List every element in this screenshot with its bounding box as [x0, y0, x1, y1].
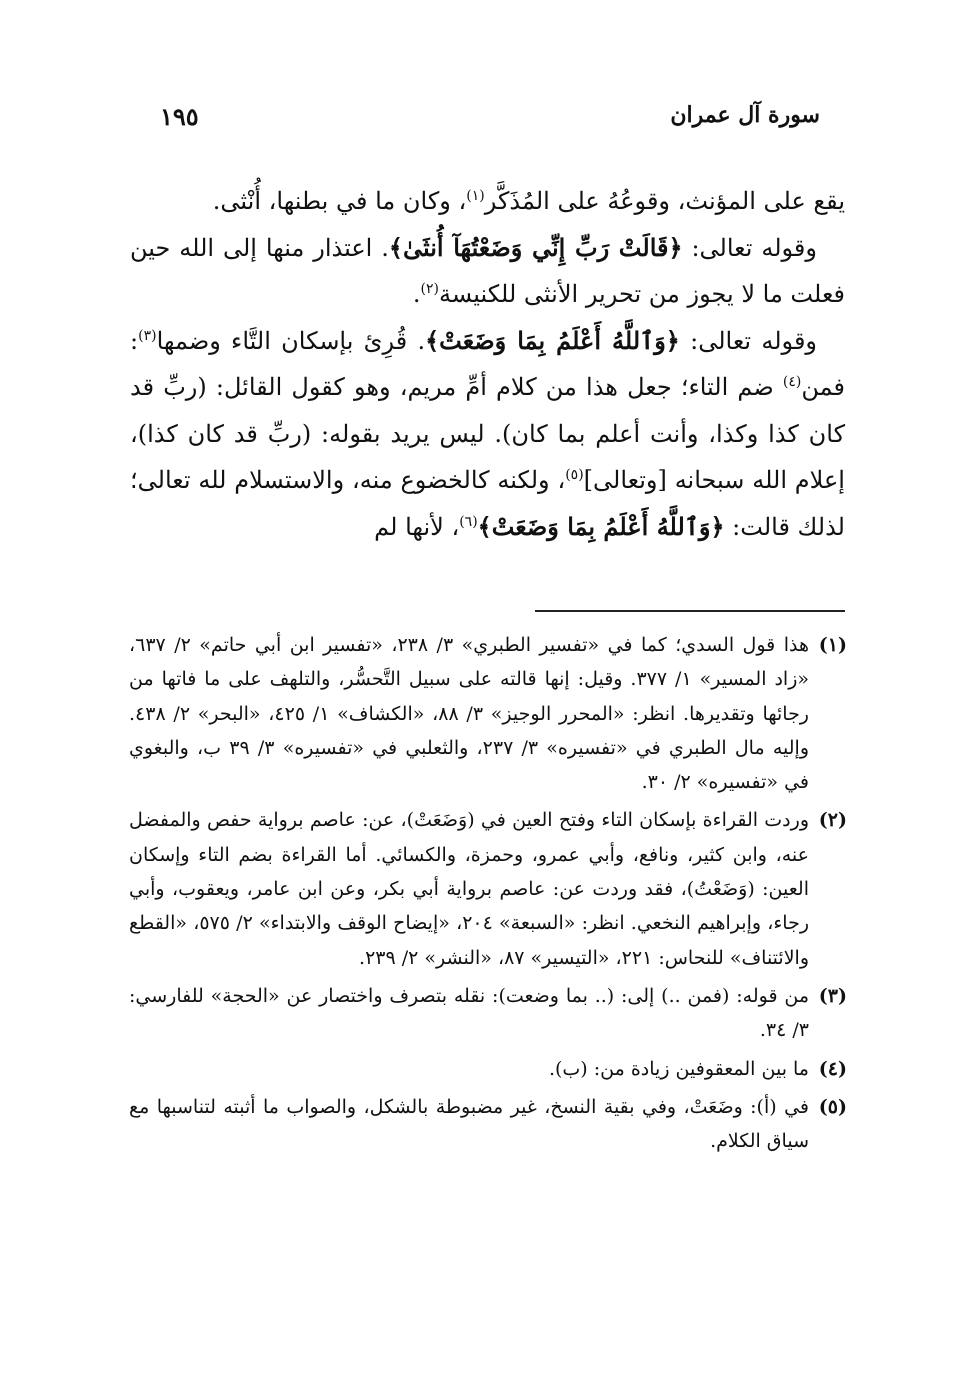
footnote-2 — [129, 803, 847, 974]
footnote-number: (٤) — [818, 1057, 847, 1080]
paragraph-2 — [130, 225, 845, 318]
main-text — [130, 178, 845, 550]
text-run: يقع على المؤنث، وقوعُهُ على المُذَكَّر — [484, 187, 845, 215]
text-run: . قُرِئ بإسكان التَّاء وضمها — [156, 326, 426, 355]
paragraph-1 — [130, 178, 845, 225]
footnote-number: (٢) — [818, 809, 847, 832]
page-header — [160, 102, 820, 142]
text-run: وقوله تعالى: — [679, 326, 818, 355]
quran-verse: ﴿وَٱللَّهُ أَعْلَمُ بِمَا وَضَعَتْ﴾ — [425, 325, 680, 355]
text-run: ، ولكنه كالخضوع منه، والاستسلام لله تعالى؛ لذلك قالت: — [130, 466, 845, 541]
footnote-text: هذا قول السدي؛ كما في «تفسير الطبري» ٣/ ٢٣٨، «تفسير ابن أبي حاتم» ٢/ ٦٣٧، «زاد المسير» ١/ ٣٧٧. وقيل: إنها قالته على سبيل التَّحسُّر، والتلهف على ما فاتها من رجائها وتقديرها. انظر: «المحرر الوجيز» ٣/ ٨٨، «الكشاف» ١/ ٤٢٥، «البحر» ٢/ ٤٣٨. وإليه مال الطبري في «تفسيره» ٣/ ٢٣٧، والثعلبي في «تفسيره» ٣/ ٣٩ ب، والبغوي في «تفسيره» ٢/ ٣٠. — [129, 634, 809, 794]
footnote-ref-2: (٢) — [420, 281, 439, 297]
text-run: ضم التاء؛ جعل هذا من كلام أمِّ مريم، وهو كقول القائل: (ربِّ قد كان كذا وكذا، وأنت أعلم بما كان). ليس يريد بقوله: (ربِّ قد كان كذا)، إعلام الله سبحانه [وتعالى] — [130, 373, 845, 494]
footnote-3 — [129, 979, 847, 1048]
footnote-text: في (أ): وضَعَتْ، وفي بقية النسخ، غير مضبوطة بالشكل، والصواب ما أثبته لتناسبها مع سياق الكلام. — [129, 1095, 809, 1153]
text-run: . — [412, 280, 421, 308]
footnote-text: وردت القراءة بإسكان التاء وفتح العين في (وَضَعَتْ)، عن: عاصم برواية حفص والمفضل عنه، وابن كثير، ونافع، وأبي عمرو، وحمزة، والكسائي. أما القراءة بضم التاء وإسكان العين: (وَضَعْتُ)، فقد وردت عن: عاصم برواية أبي بكر، وعن ابن عامر، ويعقوب، وأبي رجاء، وإبراهيم النخعي. انظر: «السبعة» ٢٠٤، «إيضاح الوقف والابتداء» ٢/ ٥٧٥، «القطع والائتناف» للنحاس: ٢٢١، «التيسير» ٨٧، «النشر» ٢/ ٢٣٩. — [129, 809, 809, 969]
footnote-4 — [129, 1052, 847, 1086]
footnote-1 — [129, 628, 847, 799]
footnotes — [129, 628, 847, 1162]
footnote-ref-4: (٤) — [782, 374, 802, 390]
text-run: ، وكان ما في بطنها، أُنْثى. — [212, 187, 467, 215]
quran-verse: ﴿وَٱللَّهُ أَعْلَمُ بِمَا وَضَعَتْ﴾ — [477, 511, 725, 541]
text-run: وقوله تعالى: — [682, 233, 817, 262]
footnote-5 — [129, 1090, 847, 1159]
surah-title: سورة آل عمران — [670, 102, 820, 128]
footnote-number: (١) — [818, 634, 847, 656]
footnote-text: ما بين المعقوفين زيادة من: (ب). — [548, 1057, 809, 1080]
text-run: : فمن — [130, 326, 845, 401]
paragraph-3 — [130, 318, 845, 551]
text-run: . اعتذار منها إلى الله حين فعلت ما لا يجوز من تحرير الأنثى للكنيسة — [130, 233, 845, 308]
footnote-ref-5: (٥) — [565, 467, 584, 483]
text-run: ، لأنها لم — [374, 512, 460, 541]
footnote-number: (٥) — [818, 1095, 847, 1118]
page-number: ١٩٥ — [160, 102, 199, 131]
footnote-number: (٣) — [818, 984, 847, 1007]
quran-verse: ﴿قَالَتْ رَبِّ إِنِّي وَضَعْتُهَآ أُنثَىٰ﴾ — [388, 232, 683, 262]
footnote-ref-6: (٦) — [459, 513, 478, 530]
footnote-ref-1: (١) — [466, 188, 485, 204]
footnote-separator — [535, 610, 845, 612]
footnote-text: من قوله: (فمن ..) إلى: (.. بما وضعت): نقله بتصرف واختصار عن «الحجة» للفارسي: ٣/ ٣٤. — [129, 984, 809, 1042]
footnote-ref-3: (٣) — [138, 327, 157, 344]
